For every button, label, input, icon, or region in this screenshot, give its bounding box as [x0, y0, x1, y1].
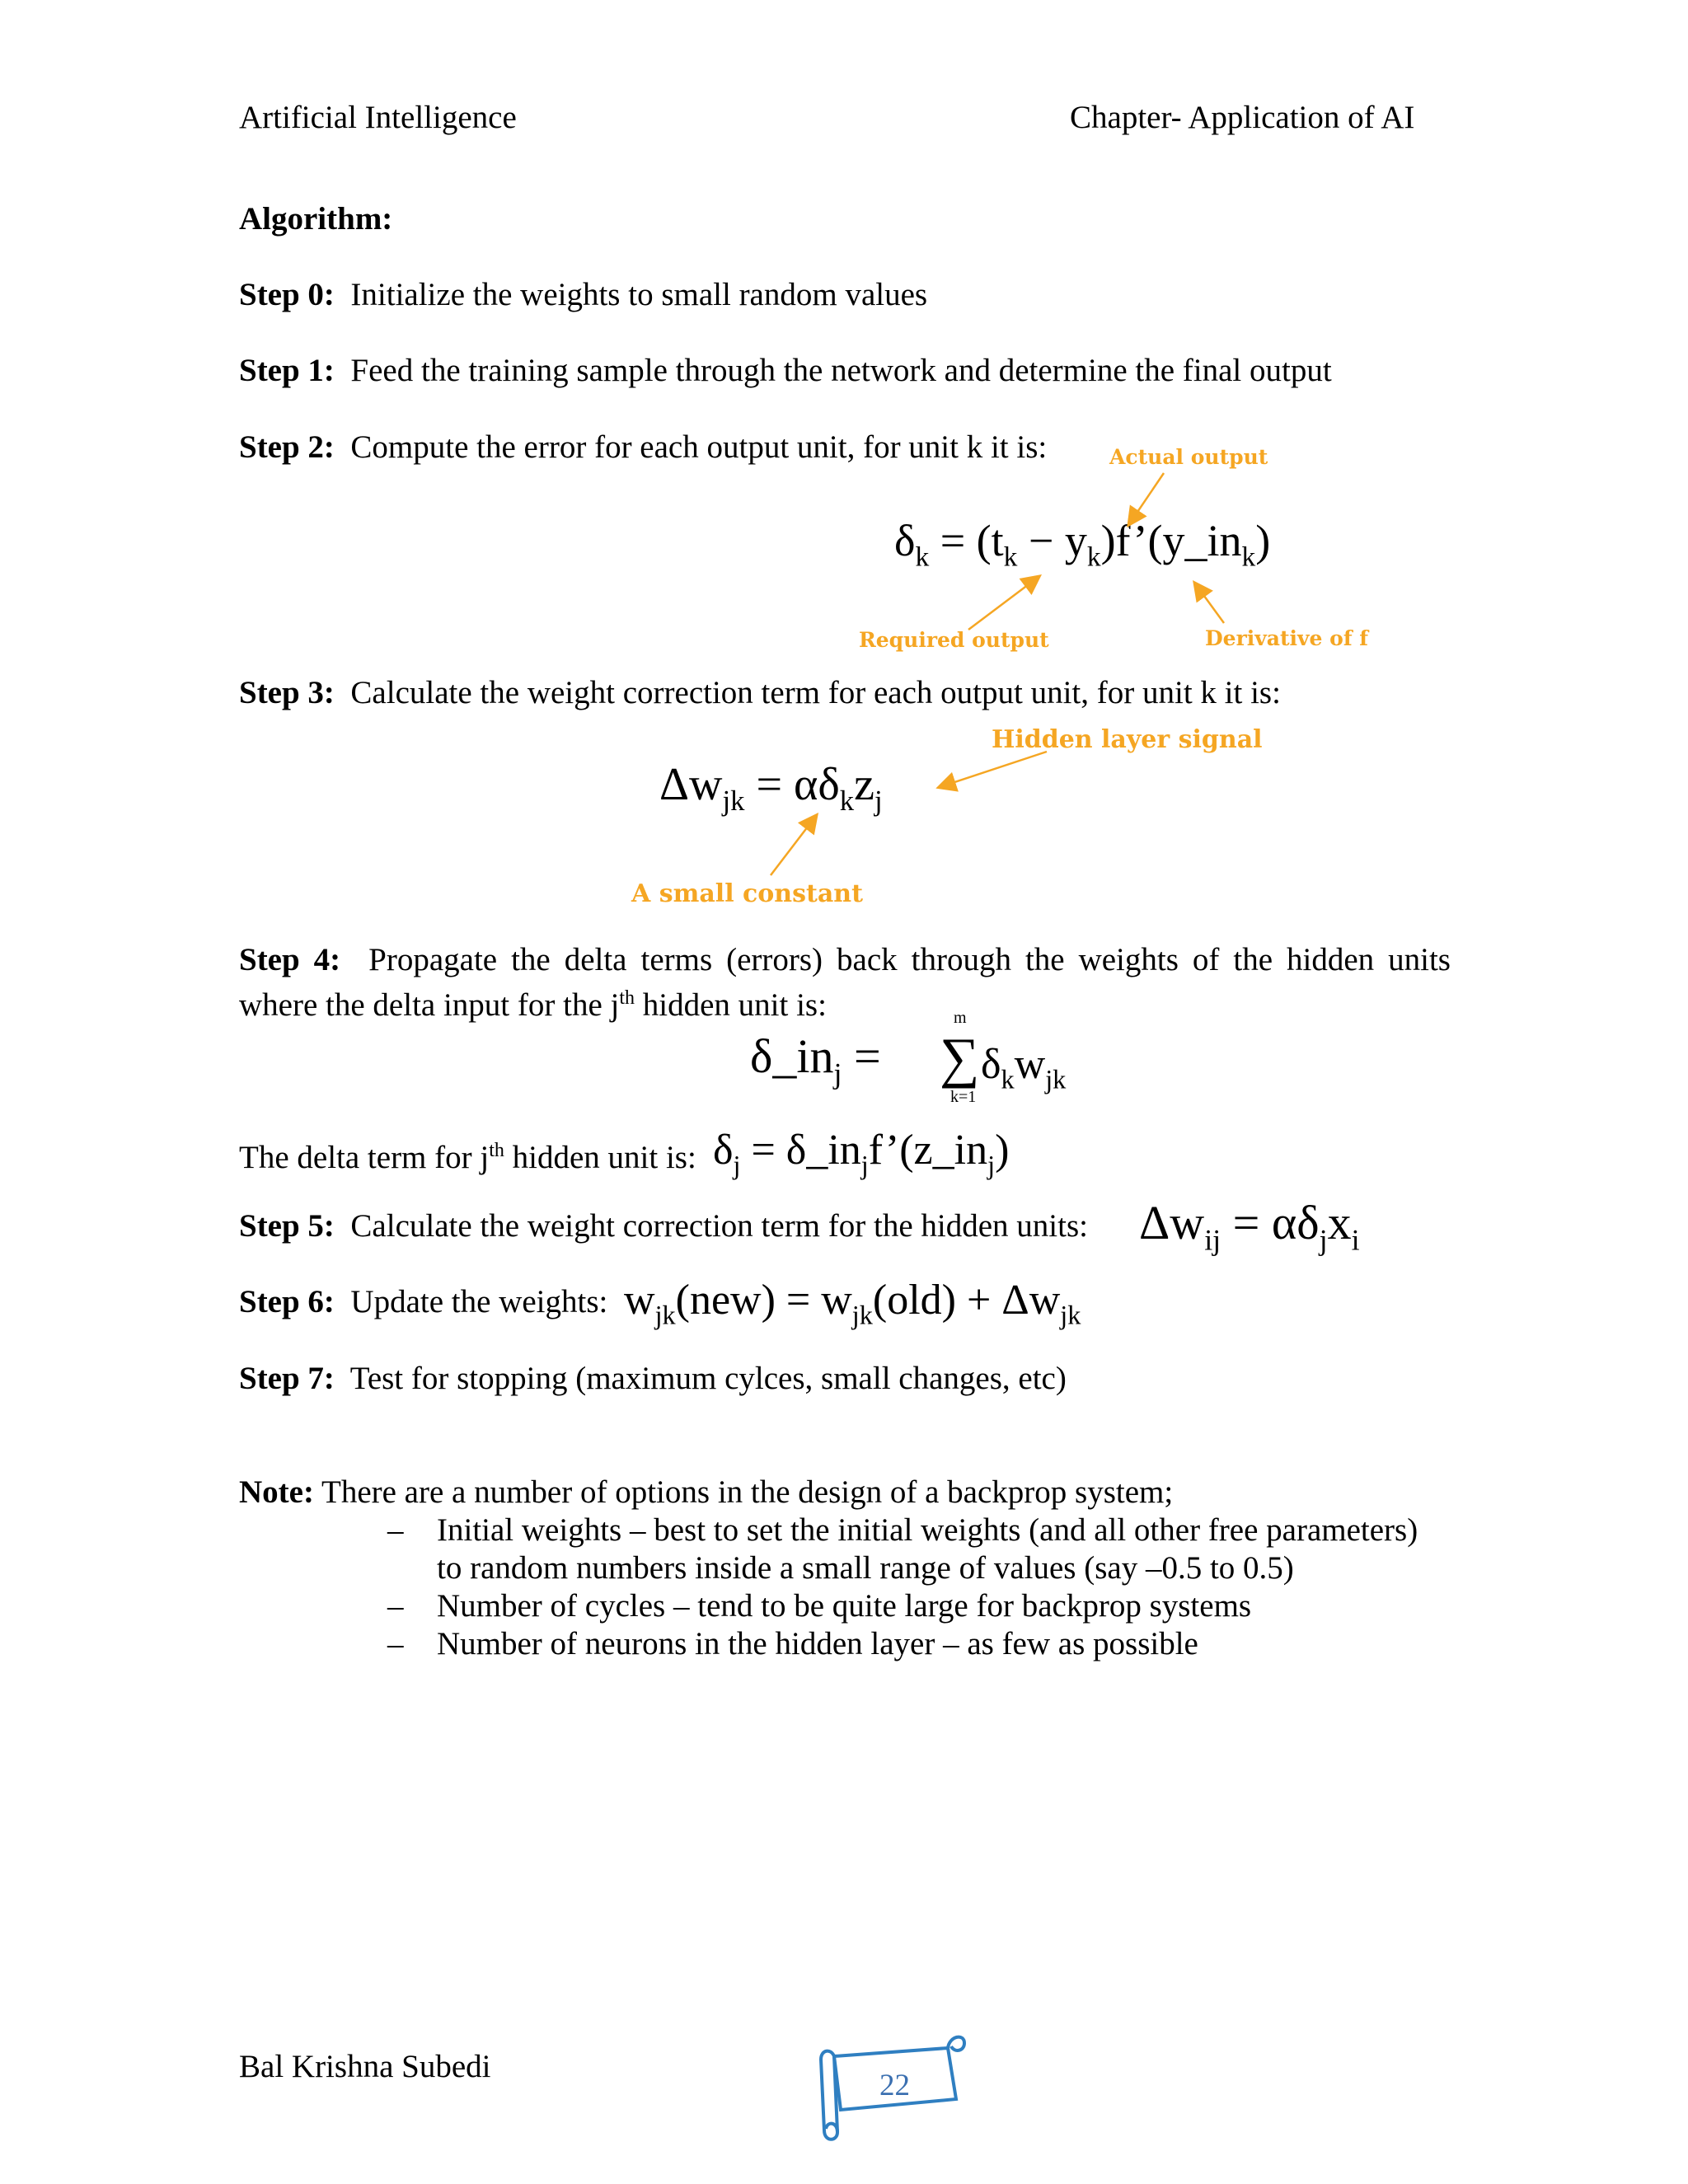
annotation-actual-output: Actual output — [1109, 445, 1268, 469]
error-equation: $\delta_k = (t_k$ − $y_k)f’(y\_in_k)$ — [894, 516, 1271, 573]
step-2-text: Compute the error for each output unit, for unit k it is: — [350, 429, 1048, 465]
note-bullet-2: – Number of cycles – tend to be quite large for backprop systems — [387, 1588, 1252, 1624]
note-bullet-3: – Number of neurons in the hidden layer – as few as possible — [387, 1626, 1198, 1661]
step-2-label: Step 2: — [239, 429, 335, 465]
step-4-label: Step 4: — [239, 942, 341, 977]
arrow-derivative — [1195, 583, 1224, 623]
step-0-label: Step 0: — [239, 277, 335, 312]
step-1-label: Step 1: — [239, 353, 335, 388]
note-text: There are a number of options in the design of a backprop system; — [321, 1474, 1174, 1510]
note-bullet-1: – Initial weights – best to set the initial weights (and all other free parameters) — [387, 1512, 1418, 1548]
step-5-text: Calculate the weight correction term for the hidden units: — [350, 1208, 1088, 1244]
page-number: 22 — [879, 2069, 910, 2102]
hidden-delta-equation: $\delta_j$ = $\delta\_in_jf’(z\_in_j)$ — [713, 1127, 1010, 1180]
step-6-text: Update the weights: — [350, 1284, 608, 1319]
arrow-hidden-signal — [940, 752, 1047, 787]
step-4-line2: where the delta input for the $j^{th}$ hidden unit is: — [239, 987, 827, 1023]
annotation-derivative: Derivative of f — [1205, 626, 1369, 650]
algorithm-title: Algorithm: — [239, 201, 393, 237]
step-7-text: Test for stopping (maximum cylces, small changes, etc) — [349, 1361, 1067, 1396]
step-4-line1: Step 4: Propagate the delta terms (errors) back through the weights of the hidden units — [239, 942, 1451, 977]
step-3-label: Step 3: — [239, 675, 335, 710]
annotation-small-constant: A small constant — [631, 879, 863, 908]
step-1-text: Feed the training sample through the network and determine the final output — [350, 353, 1332, 388]
note-bullet-1-cont: to random numbers inside a small range of values (say –0.5 to 0.5) — [437, 1550, 1294, 1586]
footer-author: Bal Krishna Subedi — [239, 2049, 491, 2084]
step-5-label: Step 5: — [239, 1208, 335, 1244]
hidden-weight-correction-equation: $\Delta w_{ij} = \alpha\delta_jx_i$ — [1139, 1196, 1360, 1257]
header-left: Artificial Intelligence — [239, 100, 517, 135]
step-0-text: Initialize the weights to small random values — [350, 277, 928, 312]
delta-term-line: The delta term for $j^{th}$ hidden unit is: — [239, 1140, 696, 1175]
arrow-small-constant — [771, 816, 816, 875]
output-weight-correction-equation: $\Delta w_{jk} = \alpha\delta_kz_j$ — [659, 759, 883, 818]
arrow-actual-output — [1129, 473, 1164, 524]
sum-lower-limit: k=1 — [950, 1088, 977, 1106]
step-3-text: Calculate the weight correction term for each output unit, for unit k it is: — [350, 675, 1281, 710]
annotation-hidden-signal: Hidden layer signal — [992, 725, 1263, 754]
note-label: Note: — [239, 1474, 314, 1510]
step-7-label: Step 7: — [239, 1361, 335, 1396]
step-6-label: Step 6: — [239, 1284, 335, 1319]
sum-body: $\delta_kw_{jk}$ — [981, 1041, 1067, 1094]
weight-update-equation: $w_{jk}(new) = w_{jk}(old) + \Delta w_{jk}$ — [624, 1277, 1081, 1330]
arrow-required-output — [968, 577, 1039, 630]
header-right: Chapter- Application of AI — [1070, 100, 1415, 135]
sum-symbol: ∑ — [940, 1026, 980, 1089]
sum-upper-limit: m — [954, 1009, 967, 1027]
delta-input-equation: $\delta\_in_j$ = — [750, 1029, 881, 1090]
annotation-required-output: Required output — [859, 628, 1049, 652]
